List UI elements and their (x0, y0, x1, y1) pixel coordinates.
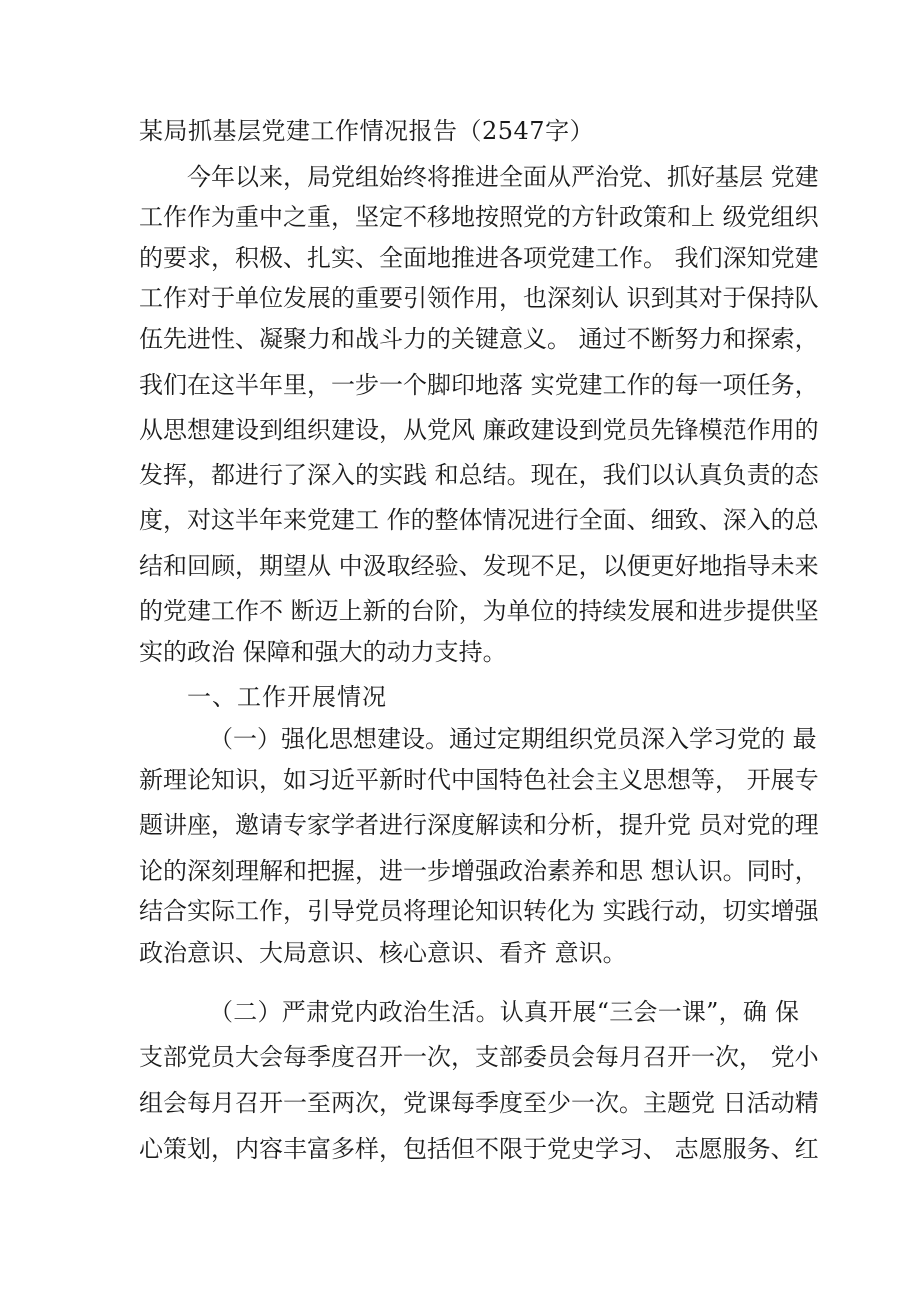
intro-line: 的党建工作不 断迈上新的台阶，为单位的持续发展和进步提供坚 (139, 597, 819, 625)
subsection-1-line: 论的深刻理解和把握，进一步增强政治素养和思 想认识。同时， (139, 857, 819, 885)
intro-line: 发挥，都进行了深入的实践 和总结。现在，我们以认真负责的态 (139, 461, 819, 489)
subsection-1-line: 政治意识、大局意识、核心意识、看齐 意识。 (139, 939, 627, 967)
subsection-2-line: 支部党员大会每季度召开一次，支部委员会每月召开一次， 党小 (139, 1043, 819, 1071)
subsection-1-line: 题讲座，邀请专家学者进行深度解读和分析，提升党 员对党的理 (139, 811, 819, 839)
section-heading: 一、工作开展情况 (187, 683, 387, 711)
intro-line: 我们在这半年里，一步一个脚印地落 实党建工作的每一项任务， (139, 371, 819, 399)
subsection-1-line: （一）强化思想建设。通过定期组织党员深入学习党的 最 (209, 725, 817, 753)
intro-line: 实的政治 保障和强大的动力支持。 (139, 638, 507, 666)
intro-line: 度，对这半年来党建工 作的整体情况进行全面、细致、深入的总 (139, 506, 819, 534)
subsection-1-line: 结合实际工作，引导党员将理论知识转化为 实践行动，切实增强 (139, 897, 819, 925)
subsection-1-line: 新理论知识，如习近平新时代中国特色社会主义思想等， 开展专 (139, 766, 819, 794)
intro-line: 工作作为重中之重，坚定不移地按照党的方针政策和上 级党组织 (139, 203, 819, 231)
intro-line: 伍先进性、凝聚力和战斗力的关键意义。 通过不断努力和探索， (139, 325, 819, 353)
intro-line: 今年以来，局党组始终将推进全面从严治党、抓好基层 党建 (187, 163, 819, 191)
subsection-2-line: （二）严肃党内政治生活。认真开展“三会一课”，确 保 (209, 998, 799, 1026)
subsection-2-line: 组会每月召开一至两次，党课每季度至少一次。主题党 日活动精 (139, 1089, 819, 1117)
intro-line: 从思想建设到组织建设，从党风 廉政建设到党员先锋模范作用的 (139, 416, 819, 444)
intro-line: 的要求，积极、扎实、全面地推进各项党建工作。 我们深知党建 (139, 244, 819, 272)
subsection-2-line: 心策划，内容丰富多样，包括但不限于党史学习、 志愿服务、红 (139, 1135, 819, 1163)
intro-line: 工作对于单位发展的重要引领作用，也深刻认 识到其对于保持队 (139, 284, 819, 312)
document-title: 某局抓基层党建工作情况报告（2547字） (139, 117, 595, 145)
intro-line: 结和回顾，期望从 中汲取经验、发现不足，以便更好地指导未来 (139, 552, 819, 580)
